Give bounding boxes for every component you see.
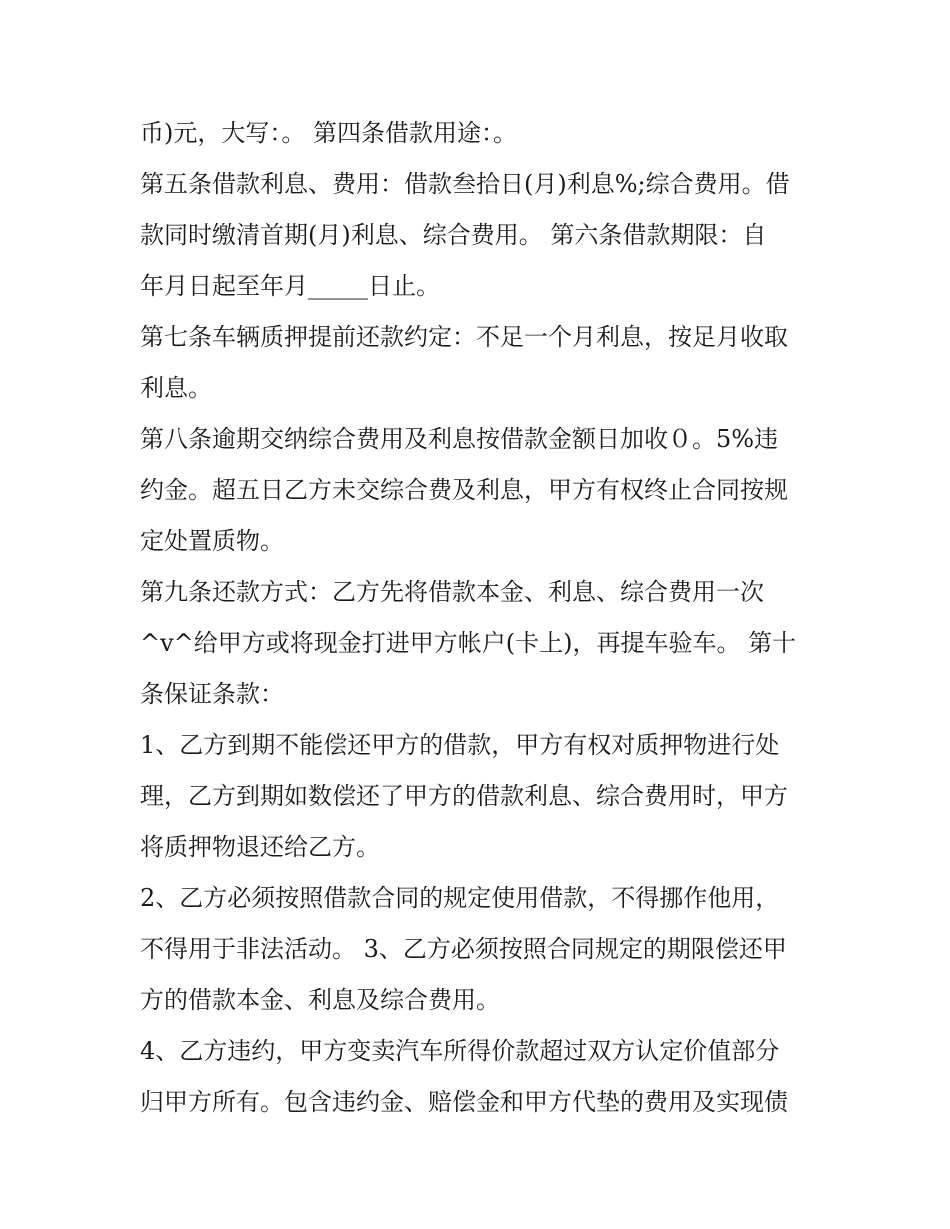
text-line-6: 利息。 — [140, 374, 212, 402]
text-line-15: 将质押物退还给乙方。 — [140, 833, 380, 861]
text-line-12: 条保证条款： — [140, 680, 284, 708]
text-line-14: 理，乙方到期如数偿还了甲方的借款利息、综合费用时，甲方 — [140, 782, 788, 810]
text-line-7: 第八条逾期交纳综合费用及利息按借款金额日加收０。5%违 — [140, 425, 779, 453]
text-line-4: 年月日起至年月_____日止。 — [140, 272, 440, 300]
text-line-5: 第七条车辆质押提前还款约定：不足一个月利息，按足月收取 — [140, 323, 788, 351]
text-line-9: 定处置质物。 — [140, 527, 284, 555]
text-line-8: 约金。超五日乙方未交综合费及利息，甲方有权终止合同按规 — [140, 476, 788, 504]
text-line-10: 第九条还款方式：乙方先将借款本金、利息、综合费用一次 — [140, 578, 764, 606]
text-line-18: 方的借款本金、利息及综合费用。 — [140, 986, 500, 1014]
document-body — [140, 108, 830, 1128]
text-line-1: 币)元，大写：。 第四条借款用途：。 — [140, 119, 517, 147]
text-line-11: ^v^给甲方或将现金打进甲方帐户(卡上)，再提车验车。 第十 — [140, 629, 797, 657]
text-line-2: 第五条借款利息、费用：借款叁拾日(月)利息%;综合费用。借 — [140, 170, 790, 198]
text-line-3: 款同时缴清首期(月)利息、综合费用。 第六条借款期限：自 — [140, 221, 767, 249]
text-line-19: 4、乙方违约，甲方变卖汽车所得价款超过双方认定价值部分 — [140, 1037, 780, 1065]
text-line-20: 归甲方所有。包含违约金、赔偿金和甲方代垫的费用及实现债 — [140, 1088, 788, 1116]
text-line-13: 1、乙方到期不能偿还甲方的借款，甲方有权对质押物进行处 — [140, 731, 780, 759]
text-line-16: 2、乙方必须按照借款合同的规定使用借款，不得挪作他用， — [140, 884, 780, 912]
text-line-17: 不得用于非法活动。 3、乙方必须按照合同规定的期限偿还甲 — [140, 935, 787, 963]
